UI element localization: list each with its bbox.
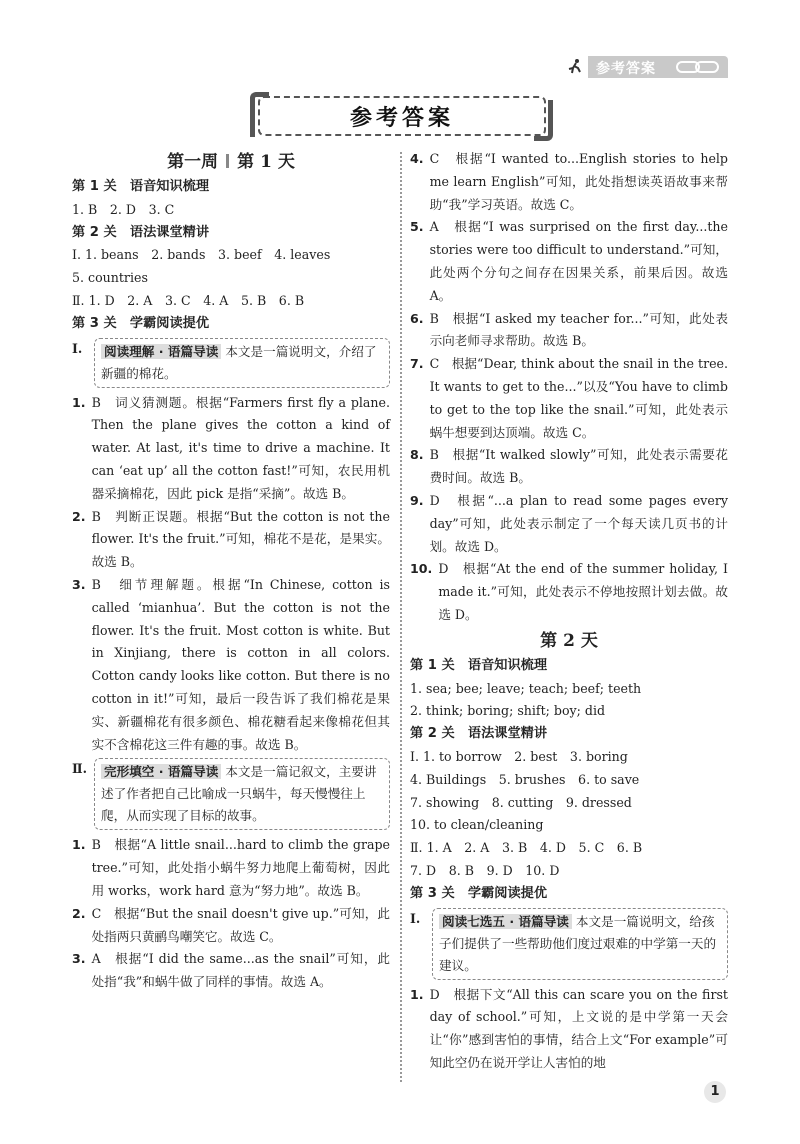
item-text: A 根据“I did the same...as the snail”可知，此处指“我”和蜗牛做了同样的事情。故选 A。	[91, 951, 390, 990]
part-number: Ⅱ.	[72, 761, 87, 777]
item-text: C 根据“But the snail doesn't give up.”可知，此处指两只黄鹂鸟嘲笑它。故选 C。	[91, 905, 390, 944]
item-number: 1.	[72, 394, 86, 410]
item-number: 8.	[410, 447, 424, 463]
day-heading: 第 2 天	[540, 630, 598, 651]
part-number: Ⅰ.	[410, 910, 421, 926]
right-column	[410, 148, 728, 1075]
chain-link-icon	[676, 61, 720, 73]
section-heading: 第 3 关 学霸阅读提优	[410, 885, 548, 901]
answer-line: 7. D 8. B 9. D 10. D	[410, 862, 560, 878]
item-text: B 词义猜测题。根据“Farmers first fly a plane. Then the plane gives the cotton a kind of water. At last, it's time to drive a machine. It can ‘eat up’ all the cotton fast!”可知，农民用机器采摘棉花，因此 pick 是指“采摘”。故选 B。	[91, 394, 390, 501]
answer-item	[72, 834, 390, 902]
week-label: 第一周	[167, 152, 219, 172]
item-number: 2.	[72, 905, 86, 921]
guide-box	[94, 338, 390, 388]
item-number: 7.	[410, 356, 424, 372]
item-number: 9.	[410, 492, 424, 508]
item-text: C 根据“Dear, think about the snail in the tree. It wants to get to the...”以及“You have to climb to get to the top like the snail.”可知，此处表示蜗牛想要到达顶端。故选 C。	[429, 356, 728, 440]
reading-guide	[72, 758, 390, 830]
answer-line: 4. Buildings 5. brushes 6. to save	[410, 771, 640, 787]
answer-item	[410, 558, 728, 626]
answer-line: Ⅱ. 1. A 2. A 3. B 4. D 5. C 6. B	[410, 840, 643, 856]
guide-box	[94, 758, 390, 830]
section-heading: 第 3 关 学霸阅读提优	[72, 315, 210, 331]
section-heading: 第 2 关 语法课堂精讲	[410, 726, 548, 742]
answer-item	[410, 444, 728, 490]
header-label: 参考答案	[596, 61, 656, 77]
item-number: 3.	[72, 576, 86, 592]
answer-item	[410, 148, 728, 216]
item-number: 2.	[72, 508, 86, 524]
answer-line: 5. countries	[72, 270, 148, 286]
section-heading: 第 1 关 语音知识梳理	[410, 657, 548, 673]
item-number: 6.	[410, 310, 424, 326]
heading-separator	[226, 154, 229, 168]
answer-line: 2. think; boring; shift; boy; did	[410, 703, 606, 719]
answer-line: 10. to clean/cleaning	[410, 817, 544, 833]
reading-guide	[410, 908, 728, 980]
guide-tag: 完形填空 · 语篇导读	[101, 764, 221, 779]
item-number: 1.	[72, 837, 86, 853]
item-text: B 根据“A little snail...hard to climb the grape tree.”可知，此处指小蜗牛努力地爬上葡萄树，因此用 works，work hard 意为“努力地”。故选 B。	[91, 837, 390, 898]
item-text: B 判断正误题。根据“But the cotton is not the flower. It's the fruit.”可知，棉花不是花，是果实。故选 B。	[91, 508, 390, 570]
guide-text: 本文是一篇说明文，给孩子们提供了一些帮助他们度过艰难的中学第一天的建议。	[439, 913, 717, 973]
item-number: 5.	[410, 219, 424, 235]
answer-item	[410, 984, 728, 1075]
item-text: C 根据“I wanted to...English stories to help me learn English”可知，此处指想读英语故事来帮助“我”学习英语。故选 C。	[429, 151, 728, 212]
answer-item	[72, 574, 390, 756]
page-title-box	[258, 96, 546, 136]
item-text: D 根据“...a plan to read some pages every day”可知，此处表示制定了一个每天读几页书的计划。故选 D。	[429, 492, 728, 554]
item-number: 10.	[410, 561, 433, 577]
guide-tag: 阅读理解 · 语篇导读	[101, 344, 221, 359]
answer-item	[72, 903, 390, 949]
answer-item	[72, 506, 390, 574]
guide-tag: 阅读七选五 · 语篇导读	[439, 914, 572, 929]
answer-line: 7. showing 8. cutting 9. dressed	[410, 794, 632, 810]
part-number: Ⅰ.	[72, 340, 83, 356]
section-heading: 第 1 关 语音知识梳理	[72, 179, 210, 194]
answer-line: Ⅰ. 1. to borrow 2. best 3. boring	[410, 748, 628, 764]
day-heading	[72, 148, 390, 176]
answer-line: Ⅰ. 1. beans 2. bands 3. beef 4. leaves	[72, 247, 331, 263]
item-number: 3.	[72, 951, 86, 967]
answer-item	[410, 353, 728, 444]
day-label: 第 1 天	[237, 152, 295, 172]
item-text: B 细节理解题。根据“In Chinese, cotton is called ‘mianhua’. But the cotton is not the flower. It's the fruit. Most cotton is white. But in Xinjiang, there is cotton in all colors. Cotton candy looks like cotton. But there is no cotton in it!”可知，最后一段告诉了我们棉花是果实、新疆棉花有很多颜色、棉花糖看起来像棉花但其实不含棉花这三件有趣的事。故选 B。	[91, 576, 390, 752]
item-text: D 根据下文“All this can scare you on the first day of school.”可知，上文说的是中学第一天会让“你”感到害怕的事情，结合上文“For example”可知此空仍在说开学让人害怕的地	[429, 986, 728, 1070]
answer-item	[410, 308, 728, 354]
answer-item	[410, 216, 728, 307]
page-title: 参考答案	[349, 105, 454, 131]
runner-icon	[566, 58, 584, 76]
page-number: 1	[704, 1081, 726, 1103]
answer-item	[72, 392, 390, 506]
page-header	[566, 56, 728, 78]
answer-line: 1. sea; bee; leave; teach; beef; teeth	[410, 680, 642, 696]
item-text: B 根据“I asked my teacher for...”可知，此处表示向老师寻求帮助。故选 B。	[429, 310, 728, 349]
answer-line: 1. B 2. D 3. C	[72, 201, 175, 217]
left-column	[72, 148, 390, 994]
guide-box	[432, 908, 728, 980]
section-heading: 第 2 关 语法课堂精讲	[72, 224, 210, 240]
answer-item	[72, 948, 390, 994]
guide-text: 本文是一篇记叙文，主要讲述了作者把自己比喻成一只蜗牛，每天慢慢往上爬，从而实现了目标的故事。	[101, 764, 377, 824]
reading-guide	[72, 338, 390, 388]
item-text: A 根据“I was surprised on the first day...the stories were too difficult to understand.”可知，此处两个分句之间存在因果关系，前果后因。故选 A。	[429, 219, 728, 303]
item-number: 4.	[410, 151, 424, 166]
column-divider	[400, 152, 402, 1082]
guide-text: 本文是一篇说明文，介绍了新疆的棉花。	[101, 343, 377, 381]
answer-line: Ⅱ. 1. D 2. A 3. C 4. A 5. B 6. B	[72, 292, 305, 308]
item-number: 1.	[410, 986, 424, 1002]
answer-item	[410, 490, 728, 558]
item-text: B 根据“It walked slowly”可知，此处表示需要花费时间。故选 B。	[429, 447, 728, 486]
item-text: D 根据“At the end of the summer holiday, I made it.”可知，此处表示不停地按照计划去做。故选 D。	[438, 561, 728, 622]
